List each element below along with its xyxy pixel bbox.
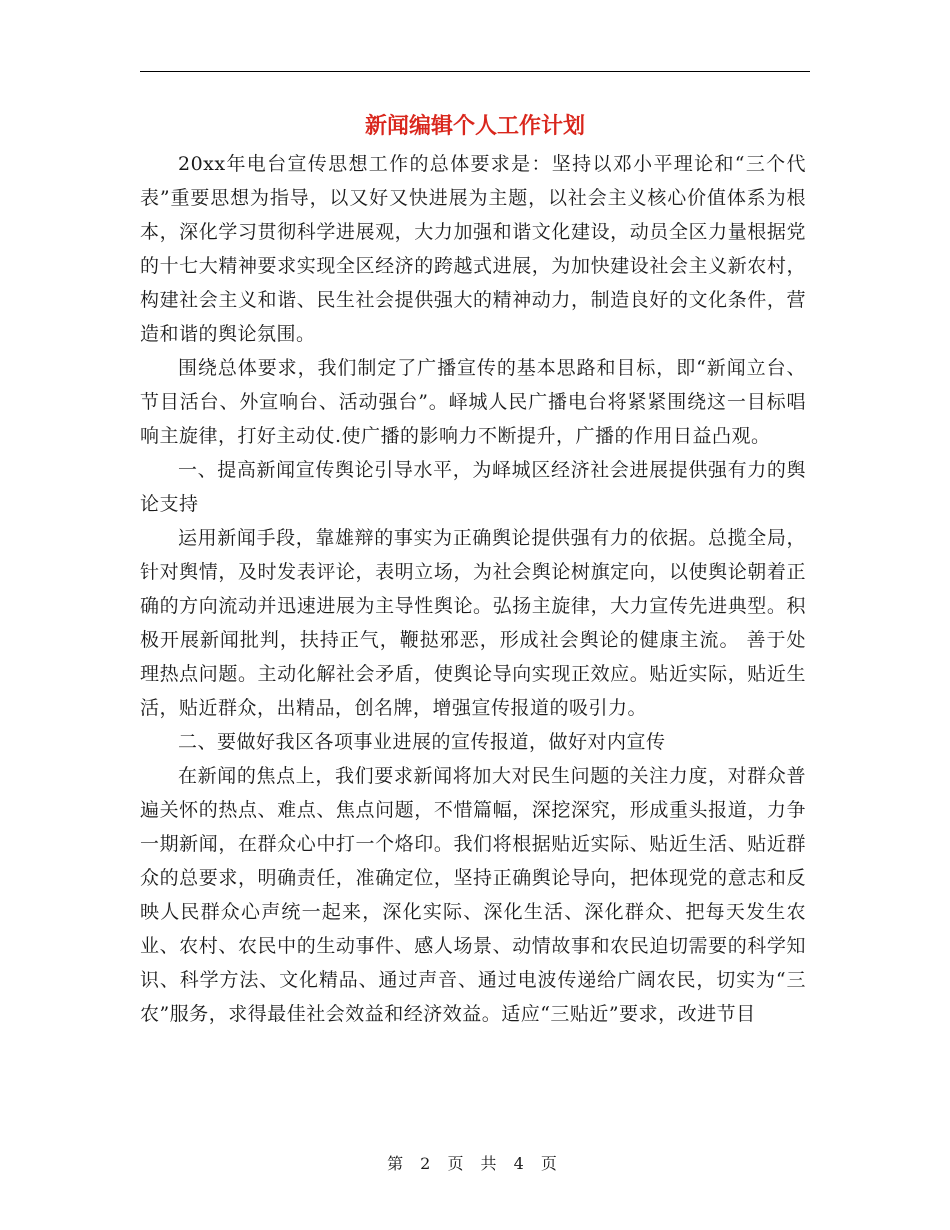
document-title: 新闻编辑个人工作计划	[364, 113, 585, 139]
body-paragraph-2: 围绕总体要求，我们制定了广播宣传的基本思路和目标，即“新闻立台、节目活台、外宣响台、活动强台”。峄城人民广播电台将紧紧围绕这一目标唱响主旋律，打好主动仗.使广播的影响力不断提升，广播的作用日益凸观。	[140, 357, 806, 447]
section-heading-2: 二、要做好我区各项事业进展的宣传报道，做好对内宣传	[178, 731, 666, 753]
page-number: 第 2 页 共 4 页	[387, 1154, 563, 1173]
document-body	[140, 147, 806, 1031]
header-rule	[140, 71, 810, 72]
section-heading-1: 一、提高新闻宣传舆论引导水平，为峄城区经济社会进展提供强有力的舆论支持	[140, 459, 806, 515]
body-paragraph-3: 运用新闻手段，靠雄辩的事实为正确舆论提供强有力的依据。总揽全局，针对舆情，及时发表评论，表明立场，为社会舆论树旗定向，以使舆论朝着正确的方向流动并迅速进展为主导性舆论。弘扬主旋律，大力宣传先进典型。积极开展新闻批判，扶持正气，鞭挞邪恶，形成社会舆论的健康主流。 善于处理热点问题。主动化解社会矛盾，使舆论导向实现正效应。贴近实际，贴近生活，贴近群众，出精品，创名牌，增强宣传报道的吸引力。	[140, 527, 806, 719]
body-paragraph-4: 在新闻的焦点上，我们要求新闻将加大对民生问题的关注力度，对群众普遍关怀的热点、难点、焦点问题，不惜篇幅，深挖深究，形成重头报道，力争一期新闻，在群众心中打一个烙印。我们将根据贴近实际、贴近生活、贴近群众的总要求，明确责任，准确定位，坚持正确舆论导向，把体现党的意志和反映人民群众心声统一起来，深化实际、深化生活、深化群众、把每天发生农业、农村、农民中的生动事件、感人场景、动情故事和农民迫切需要的科学知识、科学方法、文化精品、通过声音、通过电波传递给广阔农民，切实为“三农”服务，求得最佳社会效益和经济效益。适应“三贴近”要求，改进节目	[140, 765, 806, 1025]
body-paragraph-1: 20xx年电台宣传思想工作的总体要求是：坚持以邓小平理论和“三个代表”重要思想为指导，以又好又快进展为主题，以社会主义核心价值体系为根本，深化学习贯彻科学进展观，大力加强和谐文化建设，动员全区力量根据党的十七大精神要求实现全区经济的跨越式进展，为加快建设社会主义新农村，构建社会主义和谐、民生社会提供强大的精神动力，制造良好的文化条件，营造和谐的舆论氛围。	[140, 153, 806, 345]
